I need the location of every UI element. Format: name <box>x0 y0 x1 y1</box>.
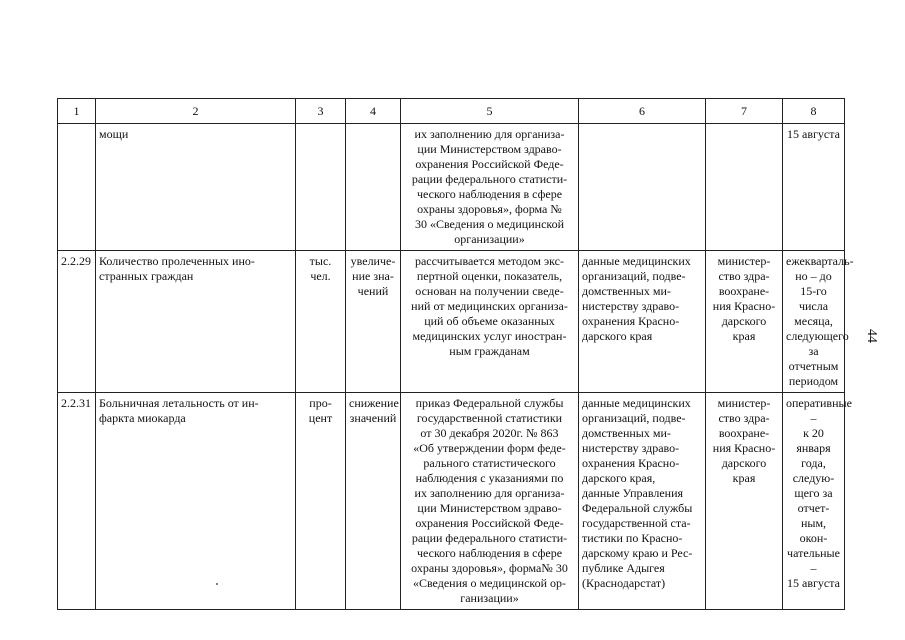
scan-speck <box>216 583 218 585</box>
header-cell: 4 <box>346 99 401 124</box>
table-row <box>58 393 845 610</box>
header-cell: 3 <box>296 99 346 124</box>
deadline-cell: оперативные – к 20 января года, следую- щего за отчет- ным, окон- чательные – 15 августа <box>783 393 845 610</box>
indicator-name: мощи <box>96 124 296 251</box>
indicator-name: Количество пролеченных ино- странных граждан <box>96 251 296 393</box>
header-cell: 6 <box>579 99 706 124</box>
responsible-cell <box>706 124 783 251</box>
deadline-cell: ежекварталь- но – до 15-го числа месяца, следующего за отчетным периодом <box>783 251 845 393</box>
header-cell: 8 <box>783 99 845 124</box>
source-cell: данные медицинских организаций, подве- домственных ми- нистерству здраво- охранения Красно- дарского края, данные Управления Федеральной службы государственной ста- тистики по Красно- дарскому краю и Рес- публике Адыгея (Краснодарстат) <box>579 393 706 610</box>
indicator-number: 2.2.29 <box>58 251 96 393</box>
source-cell: данные медицинских организаций, подве- домственных ми- нистерству здраво- охранения Красно- дарского края <box>579 251 706 393</box>
indicator-number <box>58 124 96 251</box>
deadline-cell: 15 августа <box>783 124 845 251</box>
responsible-cell: министер- ство здра- воохране- ния Красно- дарского края <box>706 251 783 393</box>
header-cell: 2 <box>96 99 296 124</box>
unit-cell: тыс. чел. <box>296 251 346 393</box>
header-cell: 1 <box>58 99 96 124</box>
indicator-name: Больничная летальность от ин- фаркта миокарда <box>96 393 296 610</box>
direction-cell: увеличе- ние зна- чений <box>346 251 401 393</box>
table-row <box>58 124 845 251</box>
direction-cell: снижение значений <box>346 393 401 610</box>
method-cell: рассчитывается методом экс- пертной оценки, показатель, основан на получении сведе- ний от медицинских организа- ций об объеме оказанных медицинских услуг иностран- ным гражданам <box>401 251 579 393</box>
responsible-cell: министер- ство здра- воохране- ния Красно- дарского края <box>706 393 783 610</box>
table-header-row <box>58 99 845 124</box>
table-row <box>58 251 845 393</box>
indicator-table <box>57 98 854 610</box>
header-cell: 5 <box>401 99 579 124</box>
header-cell: 7 <box>706 99 783 124</box>
page-number: 44 <box>864 329 879 343</box>
indicator-number: 2.2.31 <box>58 393 96 610</box>
method-cell: приказ Федеральной службы государственной статистики от 30 декабря 2020г. № 863 «Об утверждении форм феде- рального статистического наблюдения с указаниями по их заполнению для организа- ции Министерством здраво- охранения Российской Феде- рации федерального статисти- ческого наблюдения в сфере охраны здоровья», форма№ 30 «Сведения о медицинской ор- ганизации» <box>401 393 579 610</box>
method-cell: их заполнению для организа- ции Министерством здраво- охранения Российской Феде- рации федерального статисти- ческого наблюдения в сфере охраны здоровья», форма № 30 «Сведения о медицинской организации» <box>401 124 579 251</box>
unit-cell: про- цент <box>296 393 346 610</box>
source-cell <box>579 124 706 251</box>
direction-cell <box>346 124 401 251</box>
unit-cell <box>296 124 346 251</box>
